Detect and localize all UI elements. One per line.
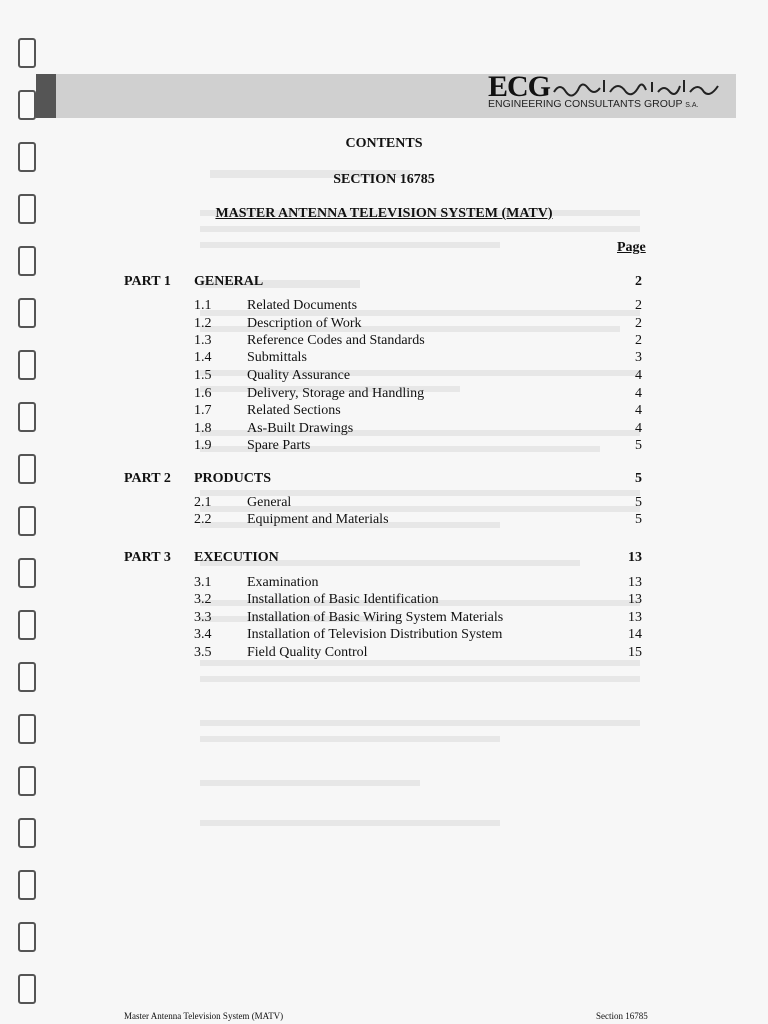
binding-hole — [18, 402, 36, 432]
binding-hole — [18, 558, 36, 588]
binding-hole — [18, 714, 36, 744]
item-title: Equipment and Materials — [247, 512, 389, 527]
section-heading: SECTION 16785 — [333, 172, 435, 187]
item-number: 2.1 — [194, 495, 212, 510]
binding-hole — [18, 454, 36, 484]
item-title: Spare Parts — [247, 438, 311, 453]
binding-hole — [18, 246, 36, 276]
item-page: 3 — [635, 350, 642, 365]
item-number: 1.9 — [194, 438, 212, 453]
footer-document-title: Master Antenna Television System (MATV) — [124, 1011, 284, 1021]
part-page: 5 — [635, 471, 642, 486]
item-title: Installation of Basic Wiring System Materials — [247, 610, 504, 625]
part-label: PART 3 — [124, 550, 171, 565]
binding-hole — [18, 818, 36, 848]
item-number: 3.4 — [194, 627, 212, 642]
item-title: Description of Work — [247, 316, 362, 331]
binding-holes — [14, 0, 44, 1024]
item-title: Installation of Basic Identification — [247, 592, 439, 607]
binding-hole — [18, 298, 36, 328]
item-page: 2 — [635, 316, 642, 331]
arabic-logo-script — [552, 76, 722, 98]
item-number: 1.5 — [194, 368, 212, 383]
item-page: 4 — [635, 403, 642, 418]
item-page: 5 — [635, 495, 642, 510]
binding-hole — [18, 90, 36, 120]
item-page: 2 — [635, 298, 642, 313]
item-title: Related Sections — [247, 403, 341, 418]
item-title: Quality Assurance — [247, 368, 351, 383]
page-column-header: Page — [617, 240, 646, 255]
item-number: 1.1 — [194, 298, 212, 313]
item-title: As-Built Drawings — [247, 421, 354, 436]
item-page: 5 — [635, 438, 642, 453]
item-page: 4 — [635, 386, 642, 401]
binding-hole — [18, 662, 36, 692]
logo-suffix: S.A. — [685, 102, 699, 109]
item-page: 4 — [635, 421, 642, 436]
item-page: 5 — [635, 512, 642, 527]
binding-hole — [18, 870, 36, 900]
part-title: GENERAL — [194, 274, 264, 289]
logo-ecg: ECG — [488, 70, 551, 103]
item-page: 14 — [628, 627, 642, 642]
item-page: 13 — [628, 592, 642, 607]
logo-subtitle — [488, 98, 698, 110]
system-title: MASTER ANTENNA TELEVISION SYSTEM (MATV) — [215, 206, 553, 221]
item-title: Reference Codes and Standards — [247, 333, 425, 348]
item-page: 15 — [628, 645, 642, 660]
binding-hole — [18, 766, 36, 796]
part-title: PRODUCTS — [194, 471, 272, 486]
part-title: EXECUTION — [194, 550, 279, 565]
item-page: 13 — [628, 575, 642, 590]
item-number: 3.1 — [194, 575, 212, 590]
part-page: 13 — [628, 550, 642, 565]
item-number: 1.4 — [194, 350, 212, 365]
item-number: 1.7 — [194, 403, 212, 418]
header-band-marker — [36, 74, 56, 118]
item-title: Delivery, Storage and Handling — [247, 386, 425, 401]
footer-section-number: Section 16785 — [596, 1011, 648, 1021]
binding-hole — [18, 922, 36, 952]
item-number: 3.5 — [194, 645, 212, 660]
item-number: 1.8 — [194, 421, 212, 436]
binding-hole — [18, 974, 36, 1004]
item-title: Field Quality Control — [247, 645, 368, 660]
part-page: 2 — [635, 274, 642, 289]
item-number: 1.2 — [194, 316, 212, 331]
item-number: 1.6 — [194, 386, 212, 401]
item-title: Related Documents — [247, 298, 358, 313]
logo-company-name: ENGINEERING CONSULTANTS GROUP — [488, 98, 683, 110]
item-title: General — [247, 495, 292, 510]
item-title: Submittals — [247, 350, 307, 365]
item-number: 2.2 — [194, 512, 212, 527]
company-logo — [488, 70, 728, 112]
binding-hole — [18, 610, 36, 640]
item-number: 3.3 — [194, 610, 212, 625]
item-page: 13 — [628, 610, 642, 625]
part-label: PART 1 — [124, 274, 171, 289]
item-page: 2 — [635, 333, 642, 348]
part-label: PART 2 — [124, 471, 171, 486]
binding-hole — [18, 38, 36, 68]
binding-hole — [18, 506, 36, 536]
contents-heading: CONTENTS — [345, 136, 423, 151]
item-number: 1.3 — [194, 333, 212, 348]
binding-hole — [18, 350, 36, 380]
item-page: 4 — [635, 368, 642, 383]
item-title: Installation of Television Distribution System — [247, 627, 503, 642]
item-number: 3.2 — [194, 592, 212, 607]
item-title: Examination — [247, 575, 319, 590]
